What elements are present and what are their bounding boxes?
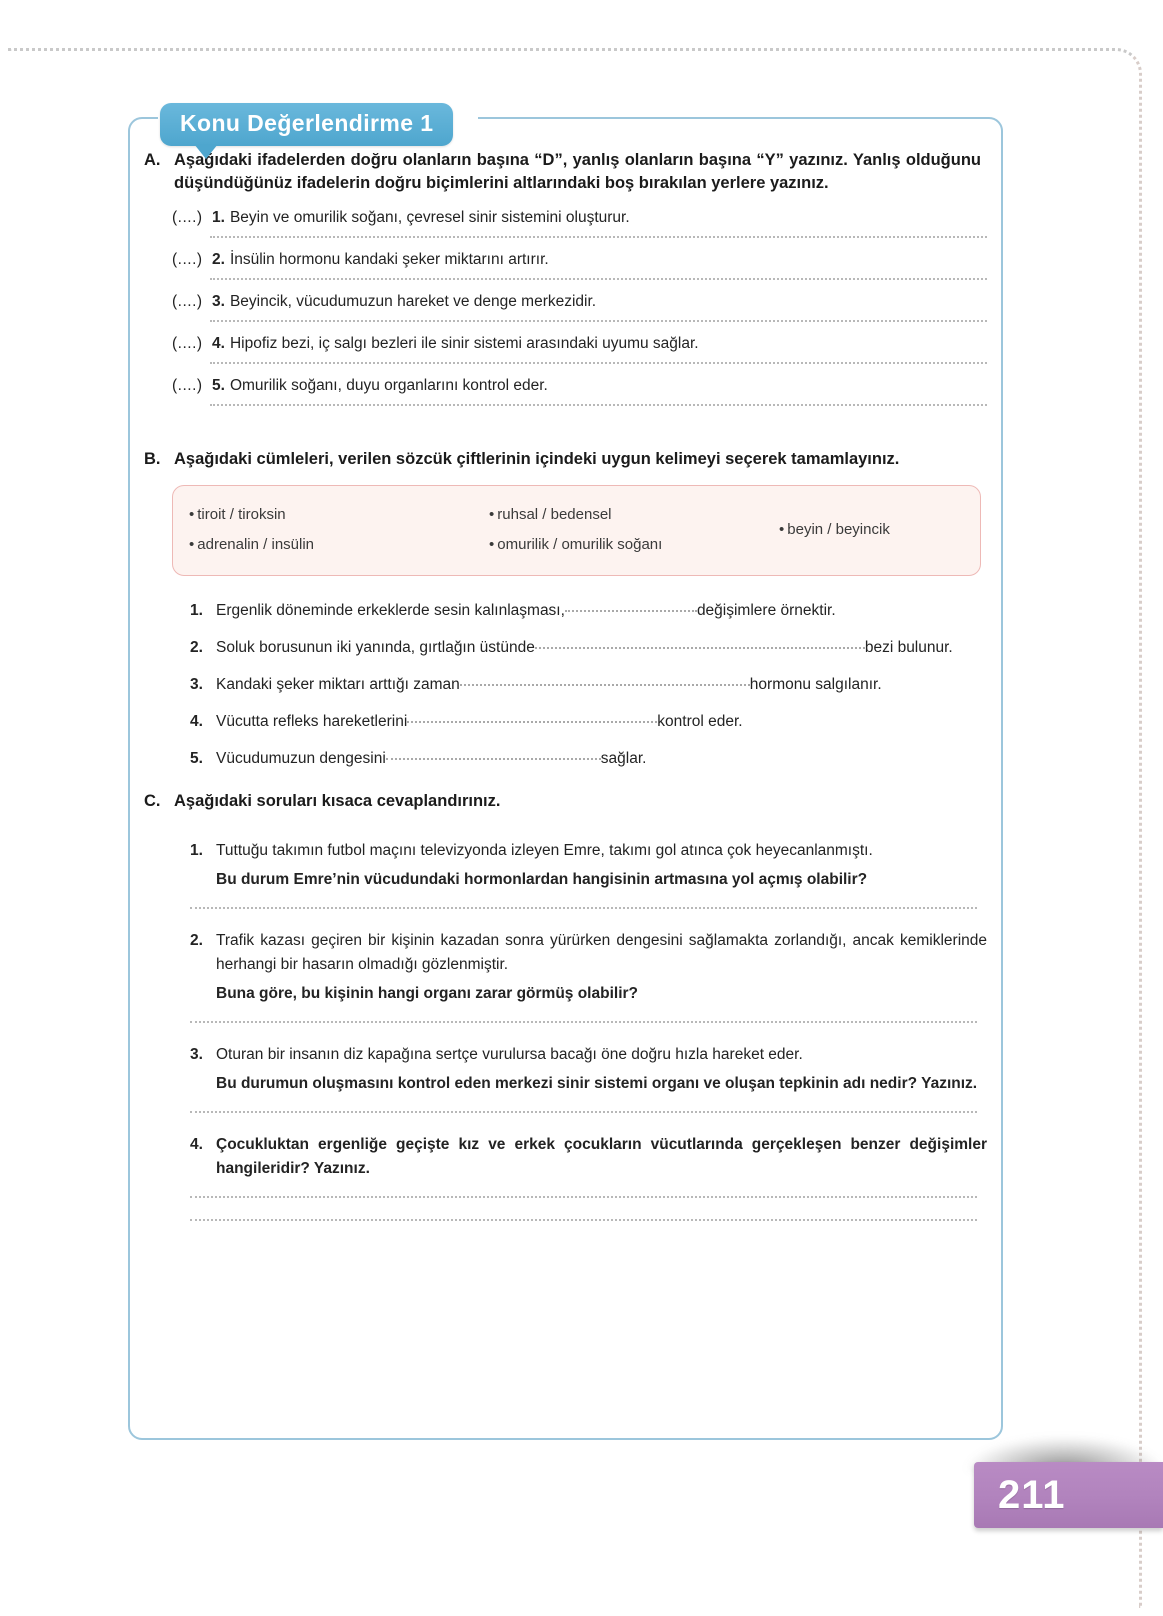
section-b <box>138 448 987 471</box>
answer-parenthesis[interactable]: (....) <box>172 376 203 394</box>
sentence-before: Ergenlik döneminde erkeklerde sesin kalınlaşması, <box>216 601 565 619</box>
item-text: İnsülin hormonu kandaki şeker miktarını artırır. <box>229 250 549 268</box>
sentence-before: Soluk borusunun iki yanında, gırtlağın üstünde <box>216 638 535 656</box>
fill-in-sentence <box>216 639 987 657</box>
bullet-icon: • <box>489 535 495 553</box>
section-b-item <box>190 639 987 657</box>
word-pair <box>489 500 779 529</box>
question-prompt: Bu durum Emre’nin vücudundaki hormonlardan hangisinin artmasına yol açmış olabilir? <box>216 871 868 889</box>
section-a-item <box>172 251 987 269</box>
answer-line[interactable] <box>190 907 977 909</box>
answer-line[interactable] <box>190 1219 977 1221</box>
sentence-before: Vücudumuzun dengesini <box>216 749 386 767</box>
section-b-item <box>190 750 987 768</box>
badge-label: Konu Değerlendirme 1 <box>160 103 453 146</box>
item-number: 3. <box>212 292 225 310</box>
item-number: 5. <box>190 749 203 767</box>
page-number: 211 <box>998 1472 1066 1517</box>
fill-in-blank[interactable] <box>565 610 697 612</box>
section-a-item <box>172 377 987 395</box>
item-text: Omurilik soğanı, duyu organlarını kontrol eder. <box>229 376 548 394</box>
answer-line[interactable] <box>210 362 987 364</box>
fill-in-blank[interactable] <box>407 721 657 723</box>
word-pair-label: beyin / beyincik <box>787 520 890 538</box>
sentence-before: Vücutta refleks hareketlerini <box>216 712 408 730</box>
section-b-item <box>190 602 987 620</box>
section-c <box>138 790 987 813</box>
badge-pointer-icon <box>194 144 218 159</box>
section-c-item <box>190 839 987 892</box>
item-number: 3. <box>190 1046 203 1064</box>
fill-in-sentence <box>216 676 987 694</box>
answer-line[interactable] <box>210 236 987 238</box>
word-pair-label: adrenalin / insülin <box>197 535 315 553</box>
question-body <box>216 1133 987 1181</box>
item-number: 4. <box>190 712 203 730</box>
section-c-item <box>190 1043 987 1096</box>
sentence-after: hormonu salgılanır. <box>749 675 882 693</box>
section-title-badge <box>160 103 453 146</box>
fill-in-sentence <box>216 602 987 620</box>
word-pair <box>189 530 489 559</box>
answer-parenthesis[interactable]: (....) <box>172 250 203 268</box>
question-prompt: Buna göre, bu kişinin hangi organı zarar görmüş olabilir? <box>216 985 638 1003</box>
fill-in-sentence <box>216 713 987 731</box>
item-number: 1. <box>212 208 225 226</box>
section-a-heading: Aşağıdaki ifadelerden doğru olanların başına “D”, yanlış olanların başına “Y” yazınız. Yanlış olduğunu düşündüğünüz ifadelerin doğru biçimlerini altlarındaki boş bırakılan yerlere yazınız. <box>174 151 981 193</box>
fill-in-blank[interactable] <box>535 647 865 649</box>
item-number: 3. <box>190 675 203 693</box>
word-bank-column <box>489 500 779 559</box>
question-body <box>216 1043 987 1096</box>
section-a-item <box>172 293 987 311</box>
item-number: 4. <box>212 334 225 352</box>
sentence-after: kontrol eder. <box>657 712 743 730</box>
section-a-item <box>172 335 987 353</box>
sentence-before: Kandaki şeker miktarı arttığı zaman <box>216 675 460 693</box>
answer-line[interactable] <box>190 1196 977 1198</box>
answer-line[interactable] <box>190 1111 977 1113</box>
panel-content <box>130 119 1005 1221</box>
word-pair-label: omurilik / omurilik soğanı <box>497 535 663 553</box>
item-text: Hipofiz bezi, iç salgı bezleri ile sinir sistemi arasındaki uyumu sağlar. <box>229 334 699 352</box>
item-number: 2. <box>190 932 203 950</box>
answer-parenthesis[interactable]: (....) <box>172 208 203 226</box>
bullet-icon: • <box>189 535 195 553</box>
evaluation-panel <box>128 117 1003 1440</box>
question-body <box>216 839 987 892</box>
page-number-ribbon <box>974 1462 1163 1528</box>
item-text: Beyincik, vücudumuzun hareket ve denge merkezidir. <box>229 292 597 310</box>
section-c-item <box>190 929 987 1006</box>
section-a-item <box>172 209 987 227</box>
sentence-after: değişimlere örnektir. <box>696 601 836 619</box>
sentence-after: bezi bulunur. <box>864 638 953 656</box>
section-b-item <box>190 713 987 731</box>
item-number: 4. <box>190 1136 203 1154</box>
item-text: Beyin ve omurilik soğanı, çevresel sinir sistemini oluşturur. <box>229 208 630 226</box>
question-prompt: Bu durumun oluşmasını kontrol eden merkezi sinir sistemi organı ve oluşan tepkinin adı nedir? Yazınız. <box>216 1075 978 1093</box>
fill-in-blank[interactable] <box>386 758 601 760</box>
section-b-letter: B. <box>144 449 161 468</box>
question-stem: Tuttuğu takımın futbol maçını televizyonda izleyen Emre, takımı gol atınca çok heyecanlanmıştı. <box>216 842 873 860</box>
bullet-icon: • <box>779 520 785 538</box>
item-number: 5. <box>212 376 225 394</box>
word-bank-column <box>189 500 489 559</box>
item-number: 2. <box>212 250 225 268</box>
item-number: 2. <box>190 638 203 656</box>
answer-line[interactable] <box>210 404 987 406</box>
word-bank <box>172 485 981 576</box>
bullet-icon: • <box>189 506 195 524</box>
question-prompt: Çocukluktan ergenliğe geçişte kız ve erkek çocukların vücutlarında gerçekleşen benzer değişimler hangileridir? Yazınız. <box>216 1136 987 1178</box>
section-b-item <box>190 676 987 694</box>
answer-line[interactable] <box>210 320 987 322</box>
section-c-letter: C. <box>144 791 161 810</box>
section-c-item <box>190 1133 987 1181</box>
section-a <box>138 149 987 196</box>
word-pair <box>189 500 489 529</box>
sentence-after: sağlar. <box>600 749 647 767</box>
fill-in-sentence <box>216 750 987 768</box>
item-number: 1. <box>190 601 203 619</box>
answer-line[interactable] <box>190 1021 977 1023</box>
bullet-icon: • <box>489 506 495 524</box>
answer-line[interactable] <box>210 278 987 280</box>
section-c-heading: Aşağıdaki soruları kısaca cevaplandırınız. <box>174 791 501 810</box>
section-b-heading: Aşağıdaki cümleleri, verilen sözcük çiftlerinin içindeki uygun kelimeyi seçerek tamamlayınız. <box>174 449 900 468</box>
question-stem: Oturan bir insanın diz kapağına sertçe vurulursa bacağı öne doğru hızla hareket eder. <box>216 1046 803 1064</box>
question-stem: Trafik kazası geçiren bir kişinin kazadan sonra yürürken dengesini sağlamakta zorlandığı, ancak kemiklerinde herhangi bir hasarın olmadığı gözlenmiştir. <box>216 932 987 974</box>
question-body <box>216 929 987 1006</box>
section-a-letter: A. <box>144 151 161 169</box>
word-pair <box>489 530 779 559</box>
word-pair-label: tiroit / tiroksin <box>197 506 286 524</box>
answer-parenthesis[interactable]: (....) <box>172 334 203 352</box>
fill-in-blank[interactable] <box>460 684 750 686</box>
word-pair <box>779 515 964 544</box>
answer-parenthesis[interactable]: (....) <box>172 292 203 310</box>
item-number: 1. <box>190 842 203 860</box>
word-bank-column <box>779 500 964 559</box>
word-pair-label: ruhsal / bedensel <box>497 506 612 524</box>
